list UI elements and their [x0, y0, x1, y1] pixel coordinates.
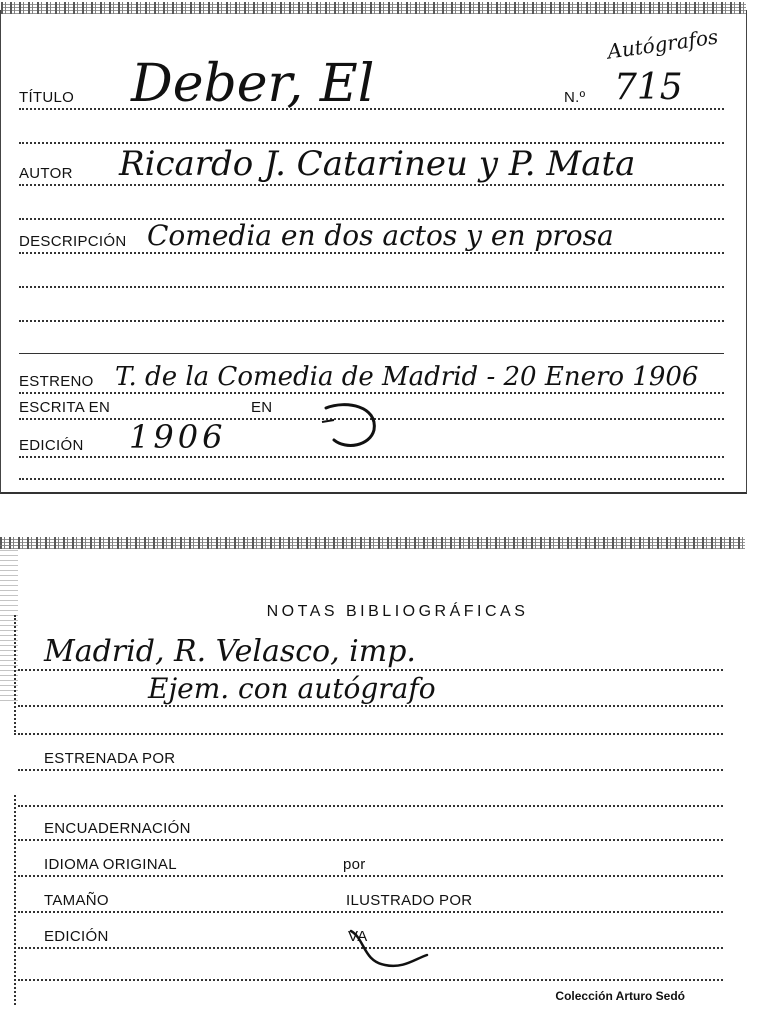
catalog-card-front: [0, 10, 747, 494]
estreno-label: ESTRENO: [19, 373, 94, 390]
estreno-value: T. de la Comedia de Madrid - 20 Enero 1906: [115, 362, 699, 392]
rule-blank-2: [19, 186, 724, 220]
autor-value: Ricardo J. Catarineu y P. Mata: [119, 144, 636, 184]
idioma-row: [18, 841, 723, 877]
descripcion-value: Comedia en dos actos y en prosa: [147, 219, 614, 252]
va-label: VA: [348, 928, 368, 945]
autor-row: [19, 144, 724, 186]
numero-label: N.º: [564, 89, 586, 106]
titulo-label: TÍTULO: [19, 89, 75, 106]
numero-value: 715: [614, 67, 683, 108]
left-margin-dots-lower: [14, 795, 16, 1005]
descripcion-label: DESCRIPCIÓN: [19, 233, 127, 250]
rule-blank-b1: [18, 707, 723, 735]
autor-label: AUTOR: [19, 165, 73, 182]
encuadernacion-label: ENCUADERNACIÓN: [44, 820, 191, 837]
tamano-row: [18, 877, 723, 913]
note-row-2: [18, 671, 723, 707]
autografo-note: Autógrafos: [605, 24, 720, 64]
edicion-value: 1906: [129, 418, 227, 456]
note-line-2: Ejem. con autógrafo: [148, 672, 436, 705]
collection-credit: Colección Arturo Sedó: [555, 989, 685, 1003]
tamano-label: TAMAÑO: [44, 892, 109, 909]
note-line-1: Madrid, R. Velasco, imp.: [44, 634, 416, 669]
estreno-row: [19, 354, 724, 394]
rule-blank-b3: [18, 949, 723, 981]
left-margin-dots: [14, 615, 16, 735]
notas-heading: NOTAS BIBLIOGRÁFICAS: [266, 603, 529, 620]
en-label: EN: [251, 399, 273, 416]
estrenada-row: [18, 735, 723, 771]
por-label: por: [343, 856, 366, 873]
rule-blank-3: [19, 254, 724, 288]
torn-edge-bottom-card: [0, 537, 745, 549]
edicion-row: [19, 420, 724, 458]
estrenada-label: ESTRENADA POR: [44, 750, 176, 767]
rule-blank-5: [19, 322, 724, 354]
edicion-label-back: EDICIÓN: [44, 928, 109, 945]
encuadernacion-row: [18, 807, 723, 841]
rule-blank-b2: [18, 771, 723, 807]
rule-blank-1: [19, 110, 724, 144]
edicion-label: EDICIÓN: [19, 437, 84, 454]
titulo-row: [19, 50, 724, 114]
note-row-1: [18, 625, 723, 671]
torn-edge-top: [1, 2, 746, 14]
descripcion-row: [19, 220, 724, 254]
idioma-label: IDIOMA ORIGINAL: [44, 856, 177, 873]
ilustrado-label: ILUSTRADO POR: [346, 892, 473, 909]
rule-blank-4: [19, 288, 724, 322]
catalog-card-back: [0, 545, 745, 1015]
titulo-value: Deber, El: [131, 54, 375, 114]
escrita-label: ESCRITA EN: [19, 399, 111, 416]
rule-blank-6: [19, 458, 724, 480]
